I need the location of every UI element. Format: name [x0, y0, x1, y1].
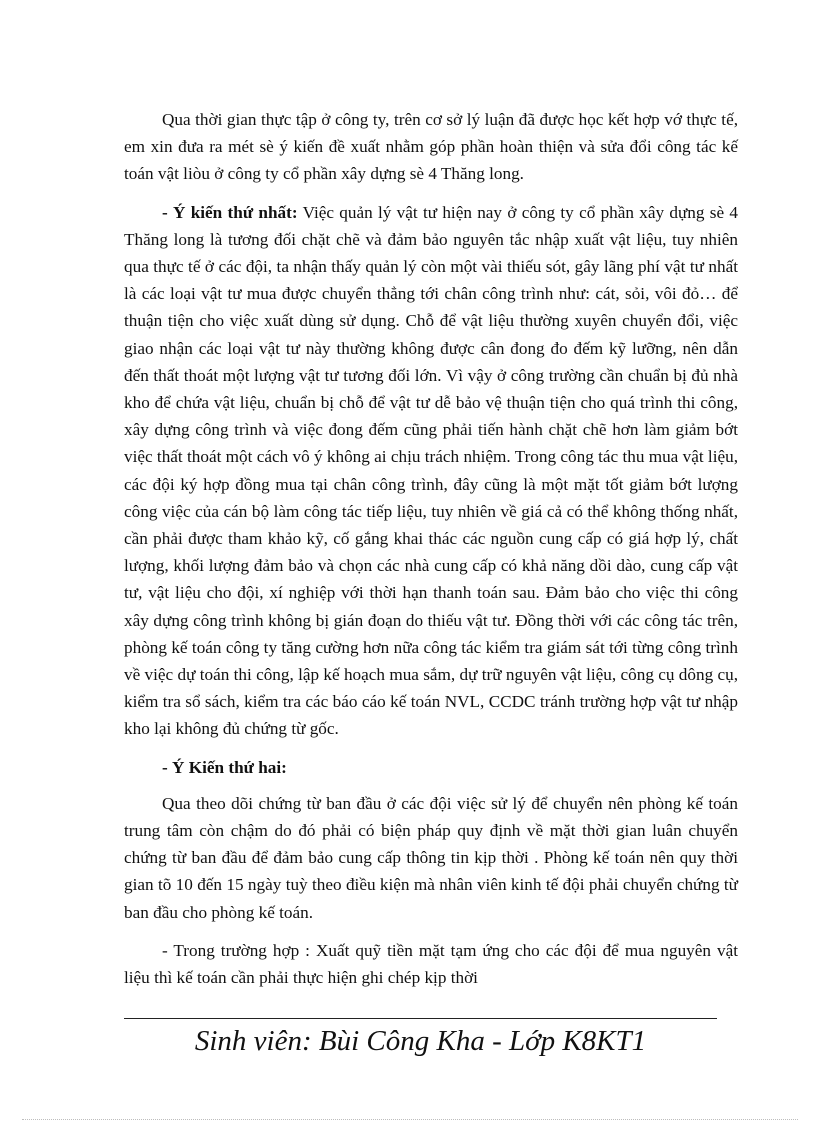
paragraph-second-opinion-heading — [124, 754, 738, 781]
paragraph-text: Việc quản lý vật tư hiện nay ở công ty cổ phần xây dựng sè 4 Thăng long là tương đối chặt chẽ và đảm bảo nguyên tắc nhập xuất vật liệu, tuy nhiên qua thực tế ở các đội, ta nhận thấy quản lý còn một vài thiếu sót, gây lãng phí vật tư nhất là các loại vật tư mua được chuyển thẳng tới chân công trình như: cát, sỏi, vôi đỏ… để thuận tiện cho việc xuất dùng sử dụng. Chỗ để vật liệu thường xuyên chuyển đổi, việc giao nhận các loại vật tư này thường không được cân đong đo đếm kỹ lưỡng, nên dẫn đến thất thoát một lượng vật tư tương đối lớn. Vì vậy ở công trường cần chuẩn bị đủ nhà kho để chứa vật liệu, chuẩn bị chỗ để vật tư dễ bảo vệ thuận tiện cho quá trình thi công, xây dựng công trình và việc đong đếm cũng phải tiến hành chặt chẽ hơn làm giảm bớt việc thất thoát một cách vô ý không ai chịu trách nhiệm. Trong công tác thu mua vật liệu, các đội ký hợp đồng mua tại chân công trình, đây cũng là một mặt tốt giảm bớt lượng công việc của cán bộ làm công tác tiếp liệu, tuy nhiên về giá cả có thể không thống nhất, cần phải được tham khảo kỹ, cố gắng khai thác các nguồn cung cấp có giá hợp lý, chất lượng, khối lượng đảm bảo và chọn các nhà cung cấp có khả năng dồi dào, cung cấp vật tư, vật liệu cho đội, xí nghiệp với thời hạn thanh toán sau. Đảm bảo cho việc thi công xây dựng công trình không bị gián đoạn do thiếu vật tư. Đồng thời với các công tác trên, phòng kế toán công ty tăng cường hơn nữa công tác kiểm tra giám sát tới từng công trình về việc dự toán thi công, lập kế hoạch mua sắm, dự trữ nguyên vật liệu, công cụ dông cụ, kiểm tra sổ sách, kiểm tra các báo cáo kế toán NVL, CCDC tránh trường hợp vật tư nhập kho lại không đủ chứng từ gốc. — [124, 202, 738, 739]
paragraph-text: Qua thời gian thực tập ở công ty, trên cơ sở lý luận đã được học kết hợp vớ thực tế, em xin đưa ra mét sè ý kiến đề xuất nhằm góp phần hoàn thiện và sửa đổi công tác kế toán vật liòu ở công ty cổ phần xây dựng sè 4 Thăng long. — [124, 110, 738, 184]
footer-divider — [124, 1018, 717, 1019]
paragraph-text: - Trong trường hợp : Xuất quỹ tiền mặt tạm ứng cho các đội để mua nguyên vật liệu thì kế toán cần phải thực hiện ghi chép kịp thời — [124, 940, 738, 988]
paragraph-intro — [124, 106, 738, 188]
second-opinion-heading: - Ý Kiến thứ hai: — [162, 757, 287, 777]
body-text — [124, 106, 738, 1002]
footer-student-line: Sinh viên: Bùi Công Kha - Lớp K8KT1 — [194, 1025, 647, 1057]
paragraph-cash-advance — [124, 937, 738, 991]
paragraph-text: Qua theo dõi chứng từ ban đầu ở các đội việc sử lý để chuyển nên phòng kế toán trung tâm còn chậm do đó phải có biện pháp quy định về mặt thời gian luân chuyển chứng từ ban đầu để đảm bảo cung cấp thông tin kịp thời . Phòng kế toán nên quy thời gian tõ 10 đến 15 ngày tuỳ theo điều kiện mà nhân viên kinh tế đội phải chuyển chứng từ ban đầu cho phòng kế toán. — [124, 793, 738, 922]
first-opinion-heading: - Ý kiến thứ nhất: — [162, 202, 298, 222]
paragraph-second-opinion — [124, 790, 738, 926]
page-bottom-edge — [22, 1119, 798, 1120]
paragraph-first-opinion — [124, 199, 738, 743]
